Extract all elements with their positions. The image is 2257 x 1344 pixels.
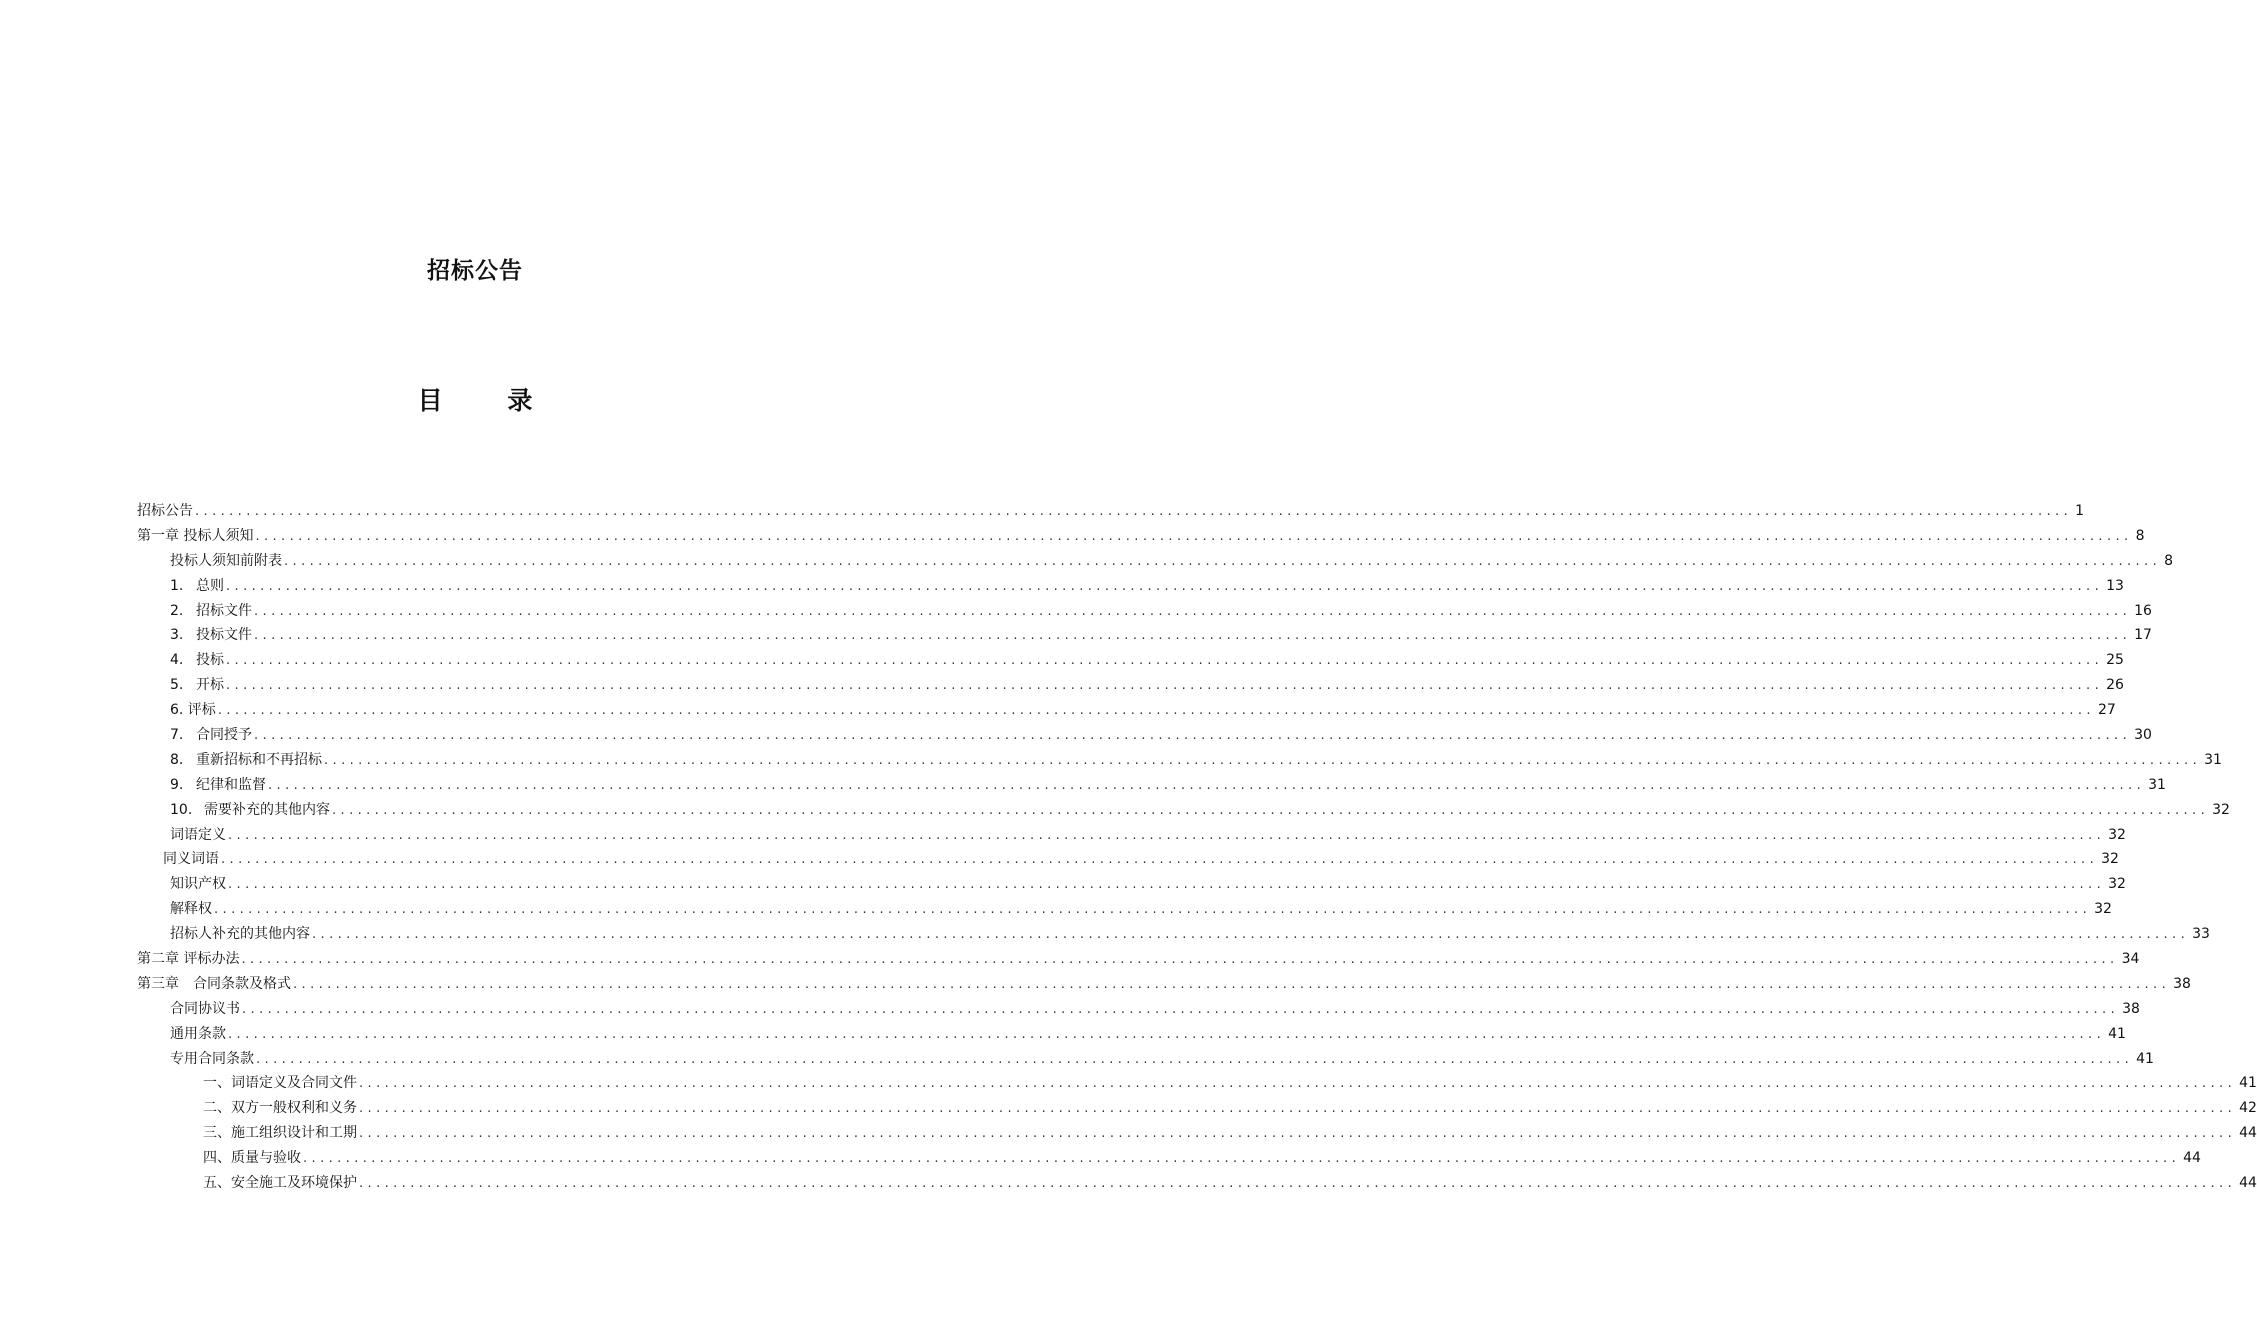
toc-entry-number: 10.: [170, 801, 193, 818]
toc-entry-text: 三、施工组织设计和工期: [203, 1125, 357, 1142]
toc-entry-page-number: 31: [2204, 751, 2222, 768]
toc-entry-label: [137, 972, 291, 997]
toc-entry-text: 投标人须知前附表: [170, 552, 282, 569]
toc-entry-number: 8.: [170, 751, 184, 768]
toc-leader-dots: ............................................................................................................................................................................................................................: [226, 653, 2104, 669]
toc-entry[interactable]: [137, 922, 2210, 947]
toc-leader-dots: ............................................................................................................................................................................................................................: [303, 1151, 2181, 1167]
toc-entry-text: 需要补充的其他内容: [204, 801, 330, 818]
toc-entry-text: 开标: [196, 677, 224, 694]
toc-entry[interactable]: [137, 773, 2166, 798]
toc-entry-text: 投标: [196, 652, 224, 669]
toc-entry-label: [170, 1047, 254, 1072]
toc-entry-label: [203, 1171, 357, 1196]
toc-leader-dots: ............................................................................................................................................................................................................................: [214, 902, 2092, 918]
toc-leader-dots: ............................................................................................................................................................................................................................: [221, 852, 2099, 868]
toc-leader-dots: ............................................................................................................................................................................................................................: [359, 1101, 2237, 1117]
toc-entry[interactable]: [137, 823, 2126, 848]
toc-entry-label: [170, 872, 226, 897]
toc-entry-page-number: 17: [2134, 627, 2152, 644]
toc-entry-page-number: 33: [2192, 926, 2210, 943]
toc-entry-number: 2.: [170, 602, 184, 619]
toc-entry[interactable]: [137, 972, 2191, 997]
toc-entry-text: 五、安全施工及环境保护: [203, 1175, 357, 1192]
toc-entry-page-number: 32: [2212, 801, 2230, 818]
toc-entry-page-number: 25: [2106, 652, 2124, 669]
toc-entry-page-number: 32: [2094, 901, 2112, 918]
toc-entry-label: [170, 748, 322, 773]
toc-entry-page-number: 32: [2108, 876, 2126, 893]
toc-entry-text: 招标文件: [196, 602, 252, 619]
toc-entry[interactable]: [137, 1071, 2257, 1096]
toc-entry-page-number: 32: [2101, 851, 2119, 868]
toc-entry-number: 9.: [170, 776, 184, 793]
toc-entry-page-number: 44: [2183, 1150, 2201, 1167]
toc-leader-dots: ............................................................................................................................................................................................................................: [195, 504, 2073, 519]
toc-entry[interactable]: [137, 847, 2119, 872]
toc-entry-text: 总则: [196, 577, 224, 594]
toc-leader-dots: ............................................................................................................................................................................................................................: [242, 1001, 2120, 1017]
toc-entry[interactable]: [137, 1096, 2257, 1121]
toc-leader-dots: ............................................................................................................................................................................................................................: [256, 1051, 2134, 1067]
toc-entry-page-number: 1: [2075, 503, 2085, 519]
toc-entry-text: 二、双方一般权利和义务: [203, 1100, 357, 1117]
toc-leader-dots: ............................................................................................................................................................................................................................: [293, 976, 2171, 992]
toc-entry-label: [203, 1146, 301, 1171]
toc-entry-label: [203, 1096, 357, 1121]
toc-entry-label: [170, 599, 252, 624]
toc-entry-text: 投标文件: [196, 627, 252, 644]
toc-leader-dots: ............................................................................................................................................................................................................................: [228, 827, 2106, 843]
toc-leader-dots: ............................................................................................................................................................................................................................: [268, 777, 2146, 793]
toc-entry[interactable]: [137, 648, 2124, 673]
toc-entry[interactable]: [137, 599, 2152, 624]
toc-entry-label: [137, 524, 253, 549]
toc-entry-text: 6. 评标: [170, 702, 216, 719]
toc-entry[interactable]: [137, 897, 2112, 922]
toc-entry-page-number: 44: [2239, 1175, 2257, 1192]
toc-entry-label: [137, 947, 239, 972]
toc-entry-page-number: 30: [2134, 727, 2152, 744]
toc-entry-page-number: 31: [2148, 776, 2166, 793]
toc-entry-page-number: 38: [2173, 975, 2191, 992]
toc-entry[interactable]: [137, 798, 2230, 823]
toc-leader-dots: ............................................................................................................................................................................................................................: [228, 877, 2106, 893]
toc-leader-dots: ............................................................................................................................................................................................................................: [254, 628, 2132, 644]
toc-entry-page-number: 41: [2239, 1075, 2257, 1092]
toc-entry-page-number: 34: [2121, 951, 2140, 968]
toc-leader-dots: ............................................................................................................................................................................................................................: [226, 578, 2104, 594]
toc-entry-text: 一、词语定义及合同文件: [203, 1075, 357, 1092]
toc-entry-text: 解释权: [170, 901, 212, 918]
toc-entry-label: [170, 823, 226, 848]
table-of-contents: [137, 499, 2257, 1196]
toc-heading: 目 录: [417, 386, 561, 415]
toc-entry-label: [170, 723, 252, 748]
toc-leader-dots: ............................................................................................................................................................................................................................: [324, 752, 2202, 768]
toc-entry-label: [170, 698, 216, 723]
toc-entry-text: 重新招标和不再招标: [196, 751, 322, 768]
toc-entry-label: [170, 673, 224, 698]
toc-leader-dots: ............................................................................................................................................................................................................................: [359, 1126, 2237, 1142]
toc-entry[interactable]: [137, 748, 2222, 773]
toc-entry-label: [170, 1022, 226, 1047]
toc-leader-dots: ............................................................................................................................................................................................................................: [254, 728, 2132, 744]
toc-entry-text: 招标人补充的其他内容: [170, 926, 310, 943]
toc-entry-number: 7.: [170, 727, 184, 744]
toc-entry[interactable]: [137, 574, 2124, 599]
toc-entry[interactable]: [137, 997, 2140, 1022]
toc-entry[interactable]: [137, 723, 2152, 748]
toc-entry[interactable]: [137, 1047, 2154, 1072]
toc-entry-page-number: 8: [2135, 527, 2145, 544]
toc-entry-number: 5.: [170, 677, 184, 694]
toc-entry-number: 3.: [170, 627, 184, 644]
toc-entry-label: [203, 1071, 357, 1096]
toc-entry-page-number: 42: [2239, 1100, 2257, 1117]
toc-entry-label: [170, 648, 224, 673]
toc-leader-dots: ............................................................................................................................................................................................................................: [228, 1026, 2106, 1042]
toc-entry-text: 同义词语: [163, 851, 219, 868]
toc-entry-page-number: 27: [2097, 702, 2116, 719]
toc-entry-text: 招标公告: [137, 503, 193, 519]
toc-leader-dots: ............................................................................................................................................................................................................................: [312, 927, 2190, 943]
toc-leader-dots: ............................................................................................................................................................................................................................: [255, 528, 2133, 544]
toc-entry-page-number: 41: [2136, 1050, 2154, 1067]
toc-entry[interactable]: [137, 1146, 2201, 1171]
toc-leader-dots: ............................................................................................................................................................................................................................: [284, 553, 2162, 569]
toc-entry-page-number: 26: [2106, 677, 2124, 694]
toc-entry-page-number: 38: [2122, 1000, 2140, 1017]
toc-entry-text: 合同协议书: [170, 1000, 240, 1017]
toc-entry[interactable]: [137, 698, 2116, 723]
toc-leader-dots: ............................................................................................................................................................................................................................: [359, 1076, 2237, 1092]
toc-entry[interactable]: [137, 549, 2174, 574]
toc-entry[interactable]: [137, 1022, 2126, 1047]
toc-leader-dots: ............................................................................................................................................................................................................................: [241, 952, 2119, 968]
toc-entry-text: 纪律和监督: [196, 776, 266, 793]
toc-entry[interactable]: [137, 872, 2126, 897]
toc-entry-text: 通用条款: [170, 1025, 226, 1042]
toc-entry-page-number: 44: [2239, 1125, 2257, 1142]
toc-leader-dots: ............................................................................................................................................................................................................................: [217, 703, 2095, 719]
toc-entry-text: 专用合同条款: [170, 1050, 254, 1067]
document-title: 招标公告: [427, 258, 523, 284]
toc-entry-label: [163, 847, 219, 872]
toc-entry-page-number: 13: [2106, 577, 2124, 594]
toc-entry-label: [170, 997, 240, 1022]
toc-entry-text: 知识产权: [170, 876, 226, 893]
toc-entry-label: [137, 499, 193, 524]
toc-entry-label: [170, 897, 212, 922]
toc-entry[interactable]: [137, 499, 2085, 524]
toc-entry-number: 4.: [170, 652, 184, 669]
toc-entry-text: 合同授予: [196, 727, 252, 744]
toc-entry[interactable]: [137, 1121, 2257, 1146]
toc-entry-page-number: 8: [2164, 552, 2174, 569]
toc-leader-dots: ............................................................................................................................................................................................................................: [226, 678, 2104, 694]
toc-entry-label: [170, 773, 266, 798]
toc-entry[interactable]: [137, 524, 2145, 549]
toc-entry[interactable]: [137, 947, 2140, 972]
toc-entry-page-number: 41: [2108, 1025, 2126, 1042]
toc-entry[interactable]: [137, 673, 2124, 698]
toc-entry-text: 词语定义: [170, 826, 226, 843]
toc-entry[interactable]: [137, 623, 2152, 648]
toc-entry-page-number: 32: [2108, 826, 2126, 843]
toc-entry-label: [170, 798, 330, 823]
toc-entry-text: 第一章 投标人须知: [137, 527, 254, 544]
toc-leader-dots: ............................................................................................................................................................................................................................: [359, 1176, 2237, 1192]
toc-entry[interactable]: [137, 1171, 2257, 1196]
toc-entry-label: [170, 623, 252, 648]
toc-entry-label: [170, 574, 224, 599]
toc-leader-dots: ............................................................................................................................................................................................................................: [332, 802, 2210, 818]
toc-leader-dots: ............................................................................................................................................................................................................................: [254, 603, 2132, 619]
toc-entry-text: 第三章 合同条款及格式: [137, 975, 291, 992]
toc-entry-text: 第二章 评标办法: [137, 951, 240, 968]
toc-entry-number: 1.: [170, 577, 184, 594]
toc-entry-label: [170, 922, 310, 947]
toc-entry-label: [203, 1121, 357, 1146]
toc-entry-text: 四、质量与验收: [203, 1150, 301, 1167]
toc-entry-page-number: 16: [2134, 602, 2152, 619]
toc-entry-label: [170, 549, 282, 574]
